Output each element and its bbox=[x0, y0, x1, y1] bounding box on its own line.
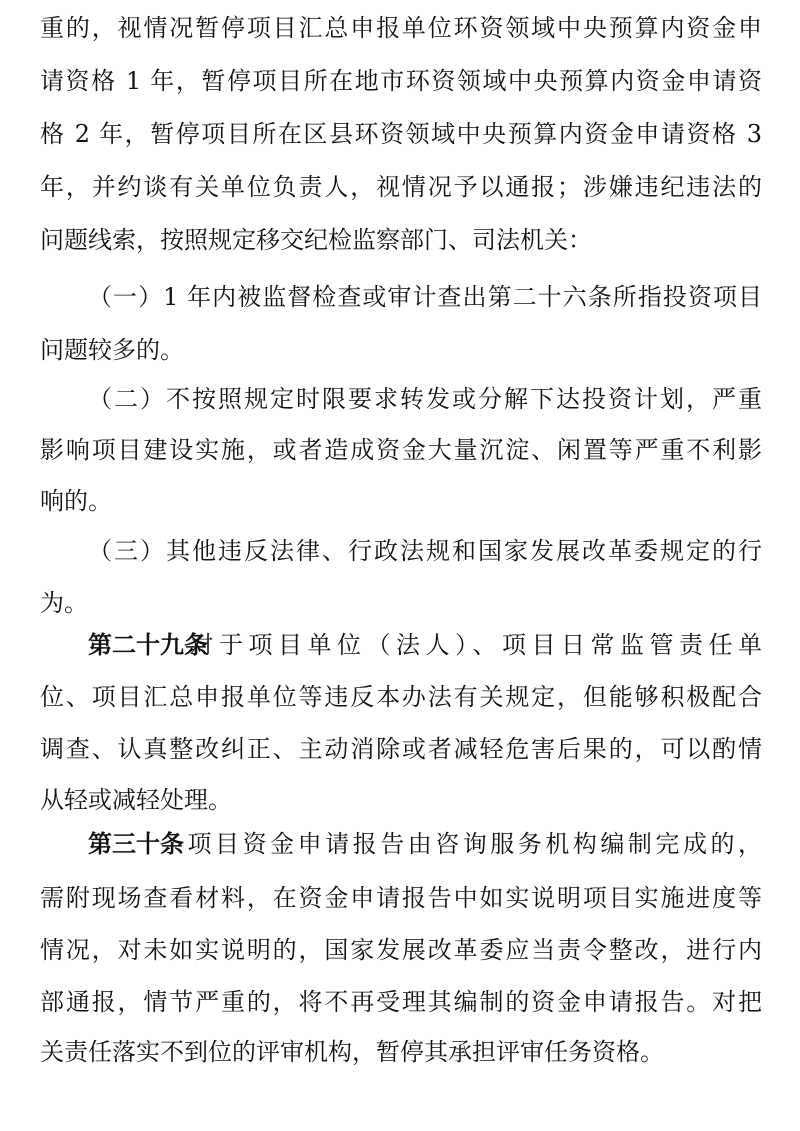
article-30-first-line bbox=[88, 826, 762, 862]
text-line: 问题较多的。 bbox=[40, 336, 184, 364]
text-line: 重的，视情况暂停项目汇总申报单位环资领域中央预算内资金申 bbox=[40, 14, 762, 42]
text-line: 影响项目建设实施，或者造成资金大量沉淀、闲置等严重不利影 bbox=[40, 436, 762, 464]
text-line: 响的。 bbox=[40, 487, 112, 515]
text-line: （一）1 年内被监督检查或审计查出第二十六条所指投资项目 bbox=[88, 283, 762, 311]
text-line: 调查、认真整改纠正、主动消除或者减轻危害后果的，可以酌情 bbox=[40, 735, 762, 763]
text-line: 需附现场查看材料，在资金申请报告中如实说明项目实施进度等 bbox=[40, 884, 762, 912]
text-line: 为。 bbox=[40, 589, 88, 617]
text-span: 项目资金申请报告由咨询服务机构编制完成的， bbox=[184, 830, 762, 858]
text-line: （二）不按照规定时限要求转发或分解下达投资计划，严重 bbox=[88, 385, 762, 413]
article-heading: 第三十条 bbox=[88, 829, 184, 858]
text-line: 情况，对未如实说明的，国家发展改革委应当责令整改，进行内 bbox=[40, 936, 762, 964]
article-heading: 第二十九条 bbox=[88, 630, 208, 659]
text-line: 年，并约谈有关单位负责人，视情况予以通报；涉嫌违纪违法的 bbox=[40, 173, 762, 201]
text-line: 从轻或减轻处理。 bbox=[40, 786, 232, 814]
text-span: 对于项目单位（法人）、项目日常监管责任单 bbox=[184, 631, 762, 659]
text-line: 关责任落实不到位的评审机构，暂停其承担评审任务资格。 bbox=[40, 1038, 664, 1066]
text-line: 问题线索，按照规定移交纪检监察部门、司法机关： bbox=[40, 226, 592, 254]
text-line: 部通报，情节严重的，将不再受理其编制的资金申请报告。对把 bbox=[40, 988, 762, 1016]
text-line: 请资格 1 年，暂停项目所在地市环资领域中央预算内资金申请资 bbox=[40, 67, 762, 95]
article-29-first-line bbox=[88, 627, 762, 663]
text-line: （三）其他违反法律、行政法规和国家发展改革委规定的行 bbox=[88, 537, 762, 565]
text-line: 位、项目汇总申报单位等违反本办法有关规定，但能够积极配合 bbox=[40, 683, 762, 711]
text-line: 格 2 年，暂停项目所在区县环资领域中央预算内资金申请资格 3 bbox=[40, 120, 762, 148]
